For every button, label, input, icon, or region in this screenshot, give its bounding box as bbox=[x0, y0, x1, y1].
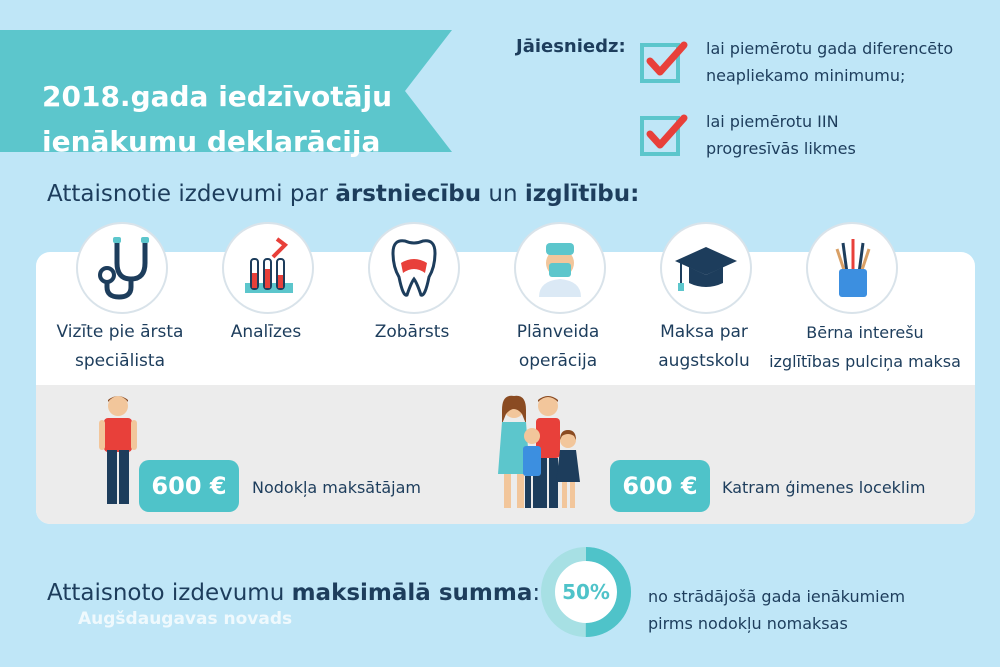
percent-label: 50% bbox=[562, 580, 610, 604]
category-label-child-activities bbox=[754, 318, 976, 376]
category-label-line: Vizīte pie ārsta bbox=[56, 322, 184, 342]
taxpayer-amount-badge: 600 € bbox=[139, 460, 239, 512]
requirement-item-2 bbox=[706, 108, 856, 162]
graduation-cap-icon bbox=[660, 222, 752, 314]
category-label-line: Analīzes bbox=[230, 322, 302, 342]
category-label-doctor bbox=[50, 318, 190, 376]
stethoscope-icon bbox=[76, 222, 168, 314]
max-sum-bold: maksimālā summa bbox=[291, 580, 533, 606]
category-label-line: izglītības pulciņa maksa bbox=[769, 352, 961, 371]
max-sum-prefix: Attaisnoto izdevumu bbox=[47, 580, 292, 606]
taxpayer-amount-desc: Nodokļa maksātājam bbox=[252, 478, 422, 497]
title-banner bbox=[0, 30, 452, 158]
category-label-line: Bērna interešu bbox=[806, 323, 924, 342]
brushes-cup-icon bbox=[806, 222, 898, 314]
category-label-dentist bbox=[342, 318, 482, 347]
taxpayer-person-icon bbox=[98, 392, 138, 510]
category-label-line: augstskolu bbox=[658, 351, 750, 371]
requirement-1-line-2: neapliekamo minimumu; bbox=[706, 66, 906, 85]
section-title bbox=[47, 181, 639, 207]
category-label-line: Zobārsts bbox=[374, 322, 450, 342]
requirements-label: Jāiesniedz: bbox=[516, 36, 626, 57]
category-label-surgery bbox=[488, 318, 628, 376]
requirement-2-line-1: lai piemērotu IIN bbox=[706, 112, 839, 131]
family-icon bbox=[494, 394, 586, 514]
page-title-line-2: ienākumu deklarācija bbox=[42, 125, 381, 158]
section-title-prefix: Attaisnotie izdevumi par bbox=[47, 181, 336, 207]
category-label-line: Plānveida bbox=[516, 322, 600, 342]
percent-desc-line-1: no strādājošā gada ienākumiem bbox=[648, 587, 906, 606]
section-title-bold-1: ārstniecību bbox=[335, 181, 482, 207]
category-label-tests bbox=[196, 318, 336, 347]
watermark-logo: Augšdaugavas novads bbox=[78, 609, 293, 629]
test-tubes-icon bbox=[222, 222, 314, 314]
max-sum-title bbox=[47, 580, 540, 606]
checkbox-checked-icon bbox=[640, 112, 688, 158]
category-label-line: operācija bbox=[518, 351, 598, 371]
category-label-university bbox=[634, 318, 774, 376]
max-sum-suffix: : bbox=[532, 580, 541, 606]
checkbox-checked-icon bbox=[640, 39, 688, 85]
page-title bbox=[42, 74, 392, 164]
requirement-1-line-1: lai piemērotu gada diferencēto bbox=[706, 39, 954, 58]
category-label-line: Maksa par bbox=[660, 322, 748, 342]
percent-desc-line-2: pirms nodokļu nomaksas bbox=[648, 614, 848, 633]
requirement-item-1 bbox=[706, 35, 953, 89]
section-title-mid: un bbox=[481, 181, 525, 207]
surgeon-icon bbox=[514, 222, 606, 314]
percent-description bbox=[648, 583, 905, 637]
tooth-icon bbox=[368, 222, 460, 314]
page-title-line-1: 2018.gada iedzīvotāju bbox=[42, 80, 393, 113]
family-amount-badge: 600 € bbox=[610, 460, 710, 512]
family-amount-desc: Katram ģimenes loceklim bbox=[722, 478, 926, 497]
requirement-2-line-2: progresīvās likmes bbox=[706, 139, 856, 158]
section-title-suffix: : bbox=[630, 181, 640, 207]
section-title-bold-2: izglītību bbox=[524, 181, 631, 207]
category-label-line: speciālista bbox=[75, 351, 165, 371]
